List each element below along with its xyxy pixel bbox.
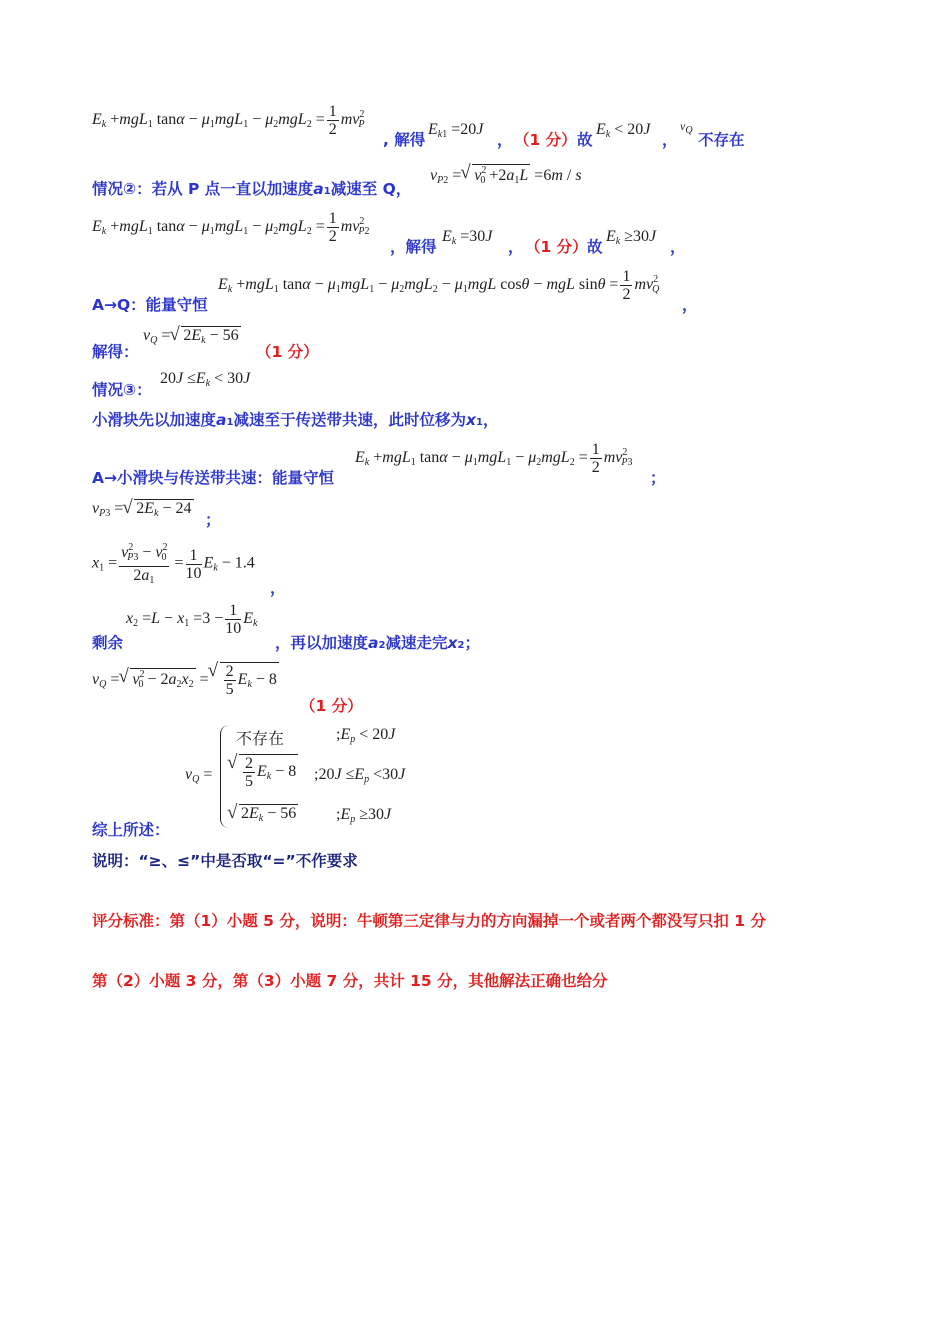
equation-vq-case3: $v_Q$ =√ $v^2_0 - 2a_2x_2$ = √ $\frac{2}{5}$ $E_k - 8$ (92, 662, 279, 698)
equation-vp3: $v_{P3}$ =√ $2E_k - 24$ (92, 499, 194, 519)
line1-text: , 解得 (383, 131, 426, 149)
remaining-label: 剩余 (92, 634, 124, 652)
equation-ek1: $E_{k1} =20J$ (428, 121, 484, 140)
note-text: 说明：“≥、≤”中是否取“=”不作要求 (92, 852, 358, 870)
semicolon: ； (650, 469, 666, 487)
line3-text: ，解得 (390, 238, 437, 256)
score-mark: （1 分） (300, 697, 363, 715)
semicolon: ； (205, 511, 221, 529)
equation-energy-3: $E_k +mgL_1$ $\tan\alpha - \mu_1mgL_1 - \mu_2mgL_2$ = $\frac{1}{2}$ $mv^2_{P3}$ (355, 441, 633, 476)
summary-label: 综上所述： (92, 821, 170, 839)
piecewise-case3: √ $2E_k - 56$ (228, 804, 298, 824)
comma: ， (662, 131, 678, 149)
equation-ek-ge-30: $E_k \ge 30J$ (606, 228, 657, 247)
a-to-q-label: A→Q：能量守恒 (92, 296, 208, 314)
line1-text: 不存在 (698, 131, 745, 149)
equation-x1: $x_1$ = $\frac{v^2_{P3} - v^2_0}{2a_1}$ = $\frac{1}{10}$ $E_k - 1.4$ (92, 539, 255, 589)
piecewise-cond2: ;20J $\le E_p <30J$ (314, 766, 406, 785)
scoring-criteria-2: 第（2）小题 3 分，第（3）小题 7 分，共计 15 分，其他解法正确也给分 (92, 972, 608, 990)
piecewise-cond1: $;E_p < 20J$ (336, 726, 396, 745)
comma: ， (682, 296, 698, 314)
score-mark: （1 分） (525, 238, 588, 256)
line3-text: 故 (587, 238, 603, 256)
comma: ， (670, 238, 686, 256)
symbol-vq: $v_Q$ (680, 119, 693, 136)
score-mark: （1 分） (256, 343, 319, 361)
equation-vq-case2: $v_Q$ =√ $2E_k - 56$ (143, 326, 241, 346)
equation-vp2: $v_{P2}$ =√ $v^2_0 +2a_1L =6m / s$ (430, 164, 582, 186)
equation-energy-2: $E_k +mgL_1$ $\tan\alpha - \mu_1mgL_1 - \mu_2mgL_2$ = $\frac{1}{2}$ $mv^2_{P2}$ (92, 210, 370, 245)
case2-label: 情况②：若从 P 点一直以加速度a1减速至 Q， (92, 180, 412, 198)
equation-ek-30: $E_k =30J$ (442, 228, 493, 247)
piecewise-case2: √ $\frac{2}{5}$ $E_k - 8$ (228, 754, 298, 790)
equation-ek-lt: $E_k < 20J$ (596, 121, 651, 140)
case3-label: 情况③： (92, 381, 152, 399)
score-mark: （1 分） (514, 131, 577, 149)
a-to-common-speed-label: A→小滑块与传送带共速：能量守恒 (92, 469, 334, 487)
comma: ， (508, 238, 524, 256)
comma: ， (270, 579, 286, 597)
equation-energy-1: $E_k +mgL_1$ $\tan\alpha - \mu_1mgL_1 - \mu_2mgL_2$ = $\frac{1}{2}$ $mv^2_P$ (92, 103, 365, 138)
piecewise-lhs: $v_Q$ = (185, 766, 213, 785)
piecewise-cond3: $;E_p \ge 30J$ (336, 806, 392, 825)
remaining-text: ，再以加速度a2减速走完x2； (275, 634, 480, 652)
equation-case3-range: $20J \le E_k < 30J$ (160, 370, 251, 389)
equation-x2: $x_2 =L - x_1 =3$ − $\frac{1}{10}$ $E_k$ (126, 602, 258, 637)
piecewise-case1: 不存在 (236, 731, 285, 748)
case3-description: 小滑块先以加速度a1减速至于传送带共速，此时位移为x1， (92, 411, 499, 429)
equation-energy-aq: $E_k +mgL_1$ $\tan\alpha - \mu_1mgL_1 - \mu_2mgL_2 - \mu_1mgL$ cosθ − mgL sinθ = $\frac{1}{2}$ $mv^2_Q$ (218, 268, 660, 303)
scoring-criteria-1: 评分标准：第（1）小题 5 分，说明：牛顿第三定律与力的方向漏掉一个或者两个都没写只扣 1 分 (92, 912, 766, 930)
line1-text: 故 (577, 131, 593, 149)
solve-label: 解得： (92, 343, 139, 361)
comma: ， (497, 131, 513, 149)
